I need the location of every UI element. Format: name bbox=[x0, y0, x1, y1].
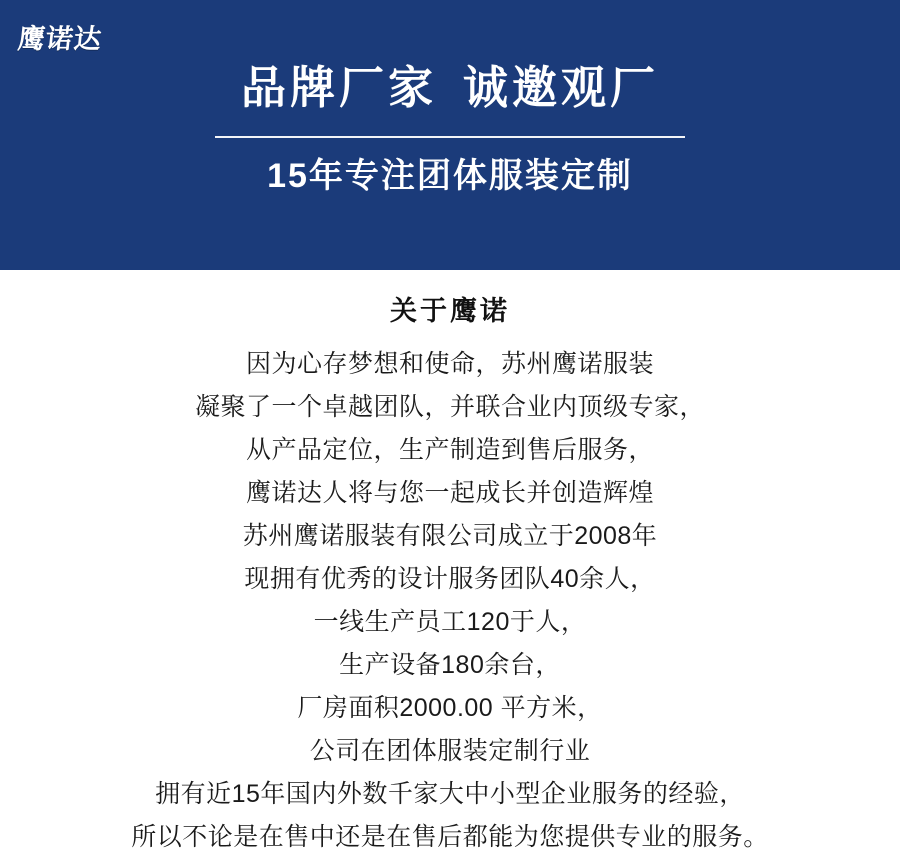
banner-title bbox=[241, 62, 659, 114]
brand-logo-text: 鹰诺达 bbox=[16, 24, 104, 54]
about-heading: 关于鹰诺 bbox=[390, 296, 510, 326]
about-line: 公司在团体服装定制行业 bbox=[309, 737, 591, 766]
banner-title-right: 诚邀观厂 bbox=[463, 62, 660, 113]
banner-subtitle: 15年专注团体服装定制 bbox=[267, 156, 633, 195]
about-line: 鹰诺达人将与您一起成长并创造辉煌 bbox=[245, 479, 654, 508]
about-line: 苏州鹰诺服装有限公司成立于2008年 bbox=[242, 522, 658, 551]
banner-divider bbox=[215, 136, 685, 138]
about-line: 因为心存梦想和使命，苏州鹰诺服装 bbox=[245, 350, 654, 379]
about-line: 生产设备180余台， bbox=[339, 651, 561, 680]
about-line: 现拥有优秀的设计服务团队40余人， bbox=[244, 565, 656, 594]
banner-content bbox=[0, 0, 900, 270]
about-section bbox=[0, 270, 900, 859]
about-line: 厂房面积2000.00 平方米， bbox=[297, 694, 603, 723]
about-line: 所以不论是在售中还是在售后都能为您提供专业的服务。 bbox=[131, 823, 769, 852]
hero-banner bbox=[0, 0, 900, 270]
about-line: 凝聚了一个卓越团队，并联合业内顶级专家， bbox=[194, 393, 705, 422]
about-body bbox=[0, 343, 900, 859]
banner-title-left: 品牌厂家 bbox=[240, 62, 437, 113]
about-line: 拥有近15年国内外数千家大中小型企业服务的经验， bbox=[155, 780, 745, 809]
about-line: 一线生产员工120于人， bbox=[313, 608, 587, 637]
about-line: 从产品定位，生产制造到售后服务， bbox=[245, 436, 654, 465]
